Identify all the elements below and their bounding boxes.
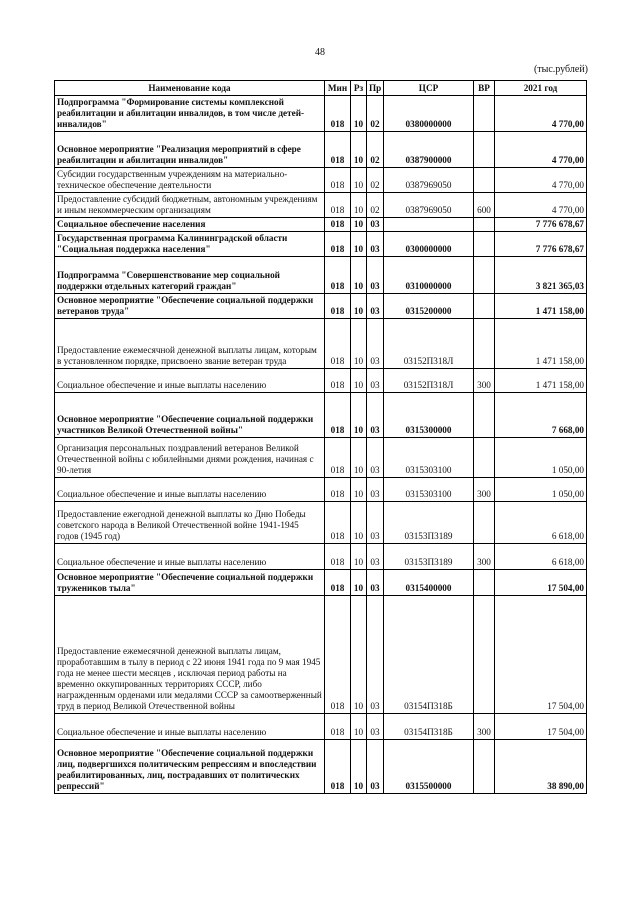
- row-name: Социальное обеспечение и иные выплаты населению: [55, 369, 325, 393]
- row-csr: 0380000000: [384, 96, 474, 132]
- row-vr: 600: [474, 193, 495, 218]
- row-name: Субсидии государственным учреждениям на материально-техническое обеспечение деятельности: [55, 168, 325, 193]
- row-amount: 4 770,00: [495, 132, 587, 168]
- row-pr: 03: [367, 714, 384, 740]
- row-rz: 10: [351, 232, 367, 257]
- row-pr: 02: [367, 193, 384, 218]
- row-pr: 03: [367, 570, 384, 596]
- row-rz: 10: [351, 369, 367, 393]
- row-min: 018: [325, 438, 351, 478]
- row-rz: 10: [351, 168, 367, 193]
- row-name: Подпрограмма "Формирование системы комплексной реабилитации и абилитации инвалидов, в том числе детей-инвалидов": [55, 96, 325, 132]
- row-pr: 03: [367, 438, 384, 478]
- row-min: 018: [325, 132, 351, 168]
- row-vr: [474, 132, 495, 168]
- row-min: 018: [325, 193, 351, 218]
- table-row: [55, 168, 587, 193]
- row-min: 018: [325, 168, 351, 193]
- budget-table: [54, 80, 587, 794]
- row-amount: 1 471 158,00: [495, 294, 587, 319]
- row-csr: 0315200000: [384, 294, 474, 319]
- row-pr: 02: [367, 168, 384, 193]
- row-amount: 4 770,00: [495, 193, 587, 218]
- row-vr: [474, 393, 495, 438]
- row-min: 018: [325, 369, 351, 393]
- row-rz: 10: [351, 393, 367, 438]
- row-pr: 03: [367, 294, 384, 319]
- table-row: [55, 740, 587, 794]
- row-csr: [384, 218, 474, 232]
- table-row: [55, 193, 587, 218]
- header-pr: Пр: [367, 81, 384, 96]
- row-pr: 03: [367, 544, 384, 570]
- table-row: [55, 596, 587, 714]
- row-vr: [474, 294, 495, 319]
- header-min: Мин: [325, 81, 351, 96]
- row-vr: 300: [474, 369, 495, 393]
- row-min: 018: [325, 96, 351, 132]
- row-rz: 10: [351, 132, 367, 168]
- table-row: [55, 232, 587, 257]
- row-name: Предоставление ежегодной денежной выплаты ко Дню Победы советского народа в Великой Отечественной войне 1941-1945 годов (1945 год): [55, 502, 325, 544]
- row-pr: 03: [367, 502, 384, 544]
- table-row: [55, 714, 587, 740]
- row-amount: 1 050,00: [495, 478, 587, 502]
- row-csr: 0387900000: [384, 132, 474, 168]
- header-name: Наименование кода: [55, 81, 325, 96]
- row-pr: 03: [367, 257, 384, 294]
- row-rz: 10: [351, 319, 367, 369]
- row-amount: 17 504,00: [495, 596, 587, 714]
- row-vr: [474, 319, 495, 369]
- row-pr: 03: [367, 218, 384, 232]
- row-min: 018: [325, 393, 351, 438]
- row-amount: 6 618,00: [495, 502, 587, 544]
- row-pr: 03: [367, 232, 384, 257]
- row-pr: 02: [367, 96, 384, 132]
- row-min: 018: [325, 294, 351, 319]
- table-row: [55, 294, 587, 319]
- row-min: 018: [325, 570, 351, 596]
- row-csr: 0300000000: [384, 232, 474, 257]
- row-rz: 10: [351, 714, 367, 740]
- row-rz: 10: [351, 294, 367, 319]
- row-pr: 03: [367, 319, 384, 369]
- header-csr: ЦСР: [384, 81, 474, 96]
- row-vr: [474, 438, 495, 478]
- row-pr: 02: [367, 132, 384, 168]
- row-amount: 7 668,00: [495, 393, 587, 438]
- row-rz: 10: [351, 96, 367, 132]
- row-vr: [474, 96, 495, 132]
- row-pr: 03: [367, 740, 384, 794]
- row-name: Основное мероприятие "Обеспечение социальной поддержки участников Великой Отечественной войны": [55, 393, 325, 438]
- header-vr: ВР: [474, 81, 495, 96]
- row-csr: 03154П318Б: [384, 596, 474, 714]
- row-amount: 7 776 678,67: [495, 232, 587, 257]
- row-vr: [474, 232, 495, 257]
- row-csr: 0315303100: [384, 478, 474, 502]
- row-amount: 17 504,00: [495, 570, 587, 596]
- table-row: [55, 502, 587, 544]
- row-amount: 1 471 158,00: [495, 319, 587, 369]
- row-csr: 0387969050: [384, 193, 474, 218]
- row-amount: 7 776 678,67: [495, 218, 587, 232]
- row-pr: 03: [367, 369, 384, 393]
- table-row: [55, 218, 587, 232]
- row-min: 018: [325, 218, 351, 232]
- row-name: Основное мероприятие "Обеспечение социальной поддержки ветеранов труда": [55, 294, 325, 319]
- row-min: 018: [325, 740, 351, 794]
- row-pr: 03: [367, 393, 384, 438]
- row-csr: 0387969050: [384, 168, 474, 193]
- table-header-row: [55, 81, 587, 96]
- row-csr: 0315400000: [384, 570, 474, 596]
- table-row: [55, 132, 587, 168]
- row-rz: 10: [351, 257, 367, 294]
- row-csr: 0315500000: [384, 740, 474, 794]
- unit-label: (тыс.рублей): [533, 64, 588, 75]
- row-rz: 10: [351, 438, 367, 478]
- row-amount: 1 050,00: [495, 438, 587, 478]
- row-name: Государственная программа Калининградской области "Социальная поддержка населения": [55, 232, 325, 257]
- table-row: [55, 478, 587, 502]
- row-pr: 03: [367, 478, 384, 502]
- row-name: Социальное обеспечение и иные выплаты населению: [55, 544, 325, 570]
- row-csr: 03153П3189: [384, 502, 474, 544]
- row-vr: 300: [474, 478, 495, 502]
- row-rz: 10: [351, 193, 367, 218]
- row-csr: 0315300000: [384, 393, 474, 438]
- row-min: 018: [325, 502, 351, 544]
- row-min: 018: [325, 232, 351, 257]
- table-row: [55, 319, 587, 369]
- row-amount: 3 821 365,03: [495, 257, 587, 294]
- row-rz: 10: [351, 478, 367, 502]
- row-name: Социальное обеспечение и иные выплаты населению: [55, 478, 325, 502]
- header-rz: Рз: [351, 81, 367, 96]
- row-vr: [474, 257, 495, 294]
- row-min: 018: [325, 478, 351, 502]
- row-min: 018: [325, 257, 351, 294]
- row-amount: 17 504,00: [495, 714, 587, 740]
- row-name: Организация персональных поздравлений ветеранов Великой Отечественной войны с юбилейными днями рождения, начиная с 90-летия: [55, 438, 325, 478]
- row-vr: [474, 596, 495, 714]
- page-number: 48: [315, 47, 325, 58]
- table-row: [55, 544, 587, 570]
- row-name: Основное мероприятие "Обеспечение социальной поддержки тружеников тыла": [55, 570, 325, 596]
- row-csr: 0315303100: [384, 438, 474, 478]
- table-row: [55, 96, 587, 132]
- row-vr: 300: [474, 714, 495, 740]
- row-csr: 0310000000: [384, 257, 474, 294]
- row-name: Подпрограмма "Совершенствование мер социальной поддержки отдельных категорий граждан": [55, 257, 325, 294]
- row-csr: 03152П318Л: [384, 319, 474, 369]
- header-amount: 2021 год: [495, 81, 587, 96]
- row-rz: 10: [351, 740, 367, 794]
- row-rz: 10: [351, 218, 367, 232]
- row-amount: 1 471 158,00: [495, 369, 587, 393]
- row-amount: 6 618,00: [495, 544, 587, 570]
- row-name: Предоставление ежемесячной денежной выплаты лицам, которым в установленном порядке, присвоено звание ветеран труда: [55, 319, 325, 369]
- row-name: Основное мероприятие "Реализация мероприятий в сфере реабилитации и абилитации инвалидов": [55, 132, 325, 168]
- row-vr: [474, 570, 495, 596]
- row-vr: [474, 740, 495, 794]
- row-rz: 10: [351, 570, 367, 596]
- table-row: [55, 438, 587, 478]
- row-rz: 10: [351, 596, 367, 714]
- row-min: 018: [325, 544, 351, 570]
- row-rz: 10: [351, 502, 367, 544]
- table-row: [55, 570, 587, 596]
- row-pr: 03: [367, 596, 384, 714]
- table-row: [55, 257, 587, 294]
- row-min: 018: [325, 596, 351, 714]
- row-min: 018: [325, 714, 351, 740]
- row-csr: 03152П318Л: [384, 369, 474, 393]
- row-name: Основное мероприятие "Обеспечение социальной поддержки лиц, подвергшихся политическим репрессиям и впоследствии реабилитированных, лиц, пострадавших от политических репрессий": [55, 740, 325, 794]
- row-amount: 4 770,00: [495, 168, 587, 193]
- table-row: [55, 369, 587, 393]
- row-name: Предоставление ежемесячной денежной выплаты лицам, проработавшим в тылу в период с 22 июня 1941 года по 9 мая 1945 года не менее шести месяцев , исключая период работы на временно оккупированных территориях СССР, либо награжденным орденами или медалями СССР за самоотверженный труд в период Великой Отечественной войны: [55, 596, 325, 714]
- row-vr: [474, 168, 495, 193]
- table-row: [55, 393, 587, 438]
- row-name: Социальное обеспечение и иные выплаты населению: [55, 714, 325, 740]
- row-min: 018: [325, 319, 351, 369]
- row-amount: 38 890,00: [495, 740, 587, 794]
- row-csr: 03154П318Б: [384, 714, 474, 740]
- row-name: Предоставление субсидий бюджетным, автономным учреждениям и иным некоммерческим организациям: [55, 193, 325, 218]
- row-rz: 10: [351, 544, 367, 570]
- row-vr: 300: [474, 544, 495, 570]
- row-amount: 4 770,00: [495, 96, 587, 132]
- row-csr: 03153П3189: [384, 544, 474, 570]
- row-vr: [474, 218, 495, 232]
- row-name: Социальное обеспечение населения: [55, 218, 325, 232]
- row-vr: [474, 502, 495, 544]
